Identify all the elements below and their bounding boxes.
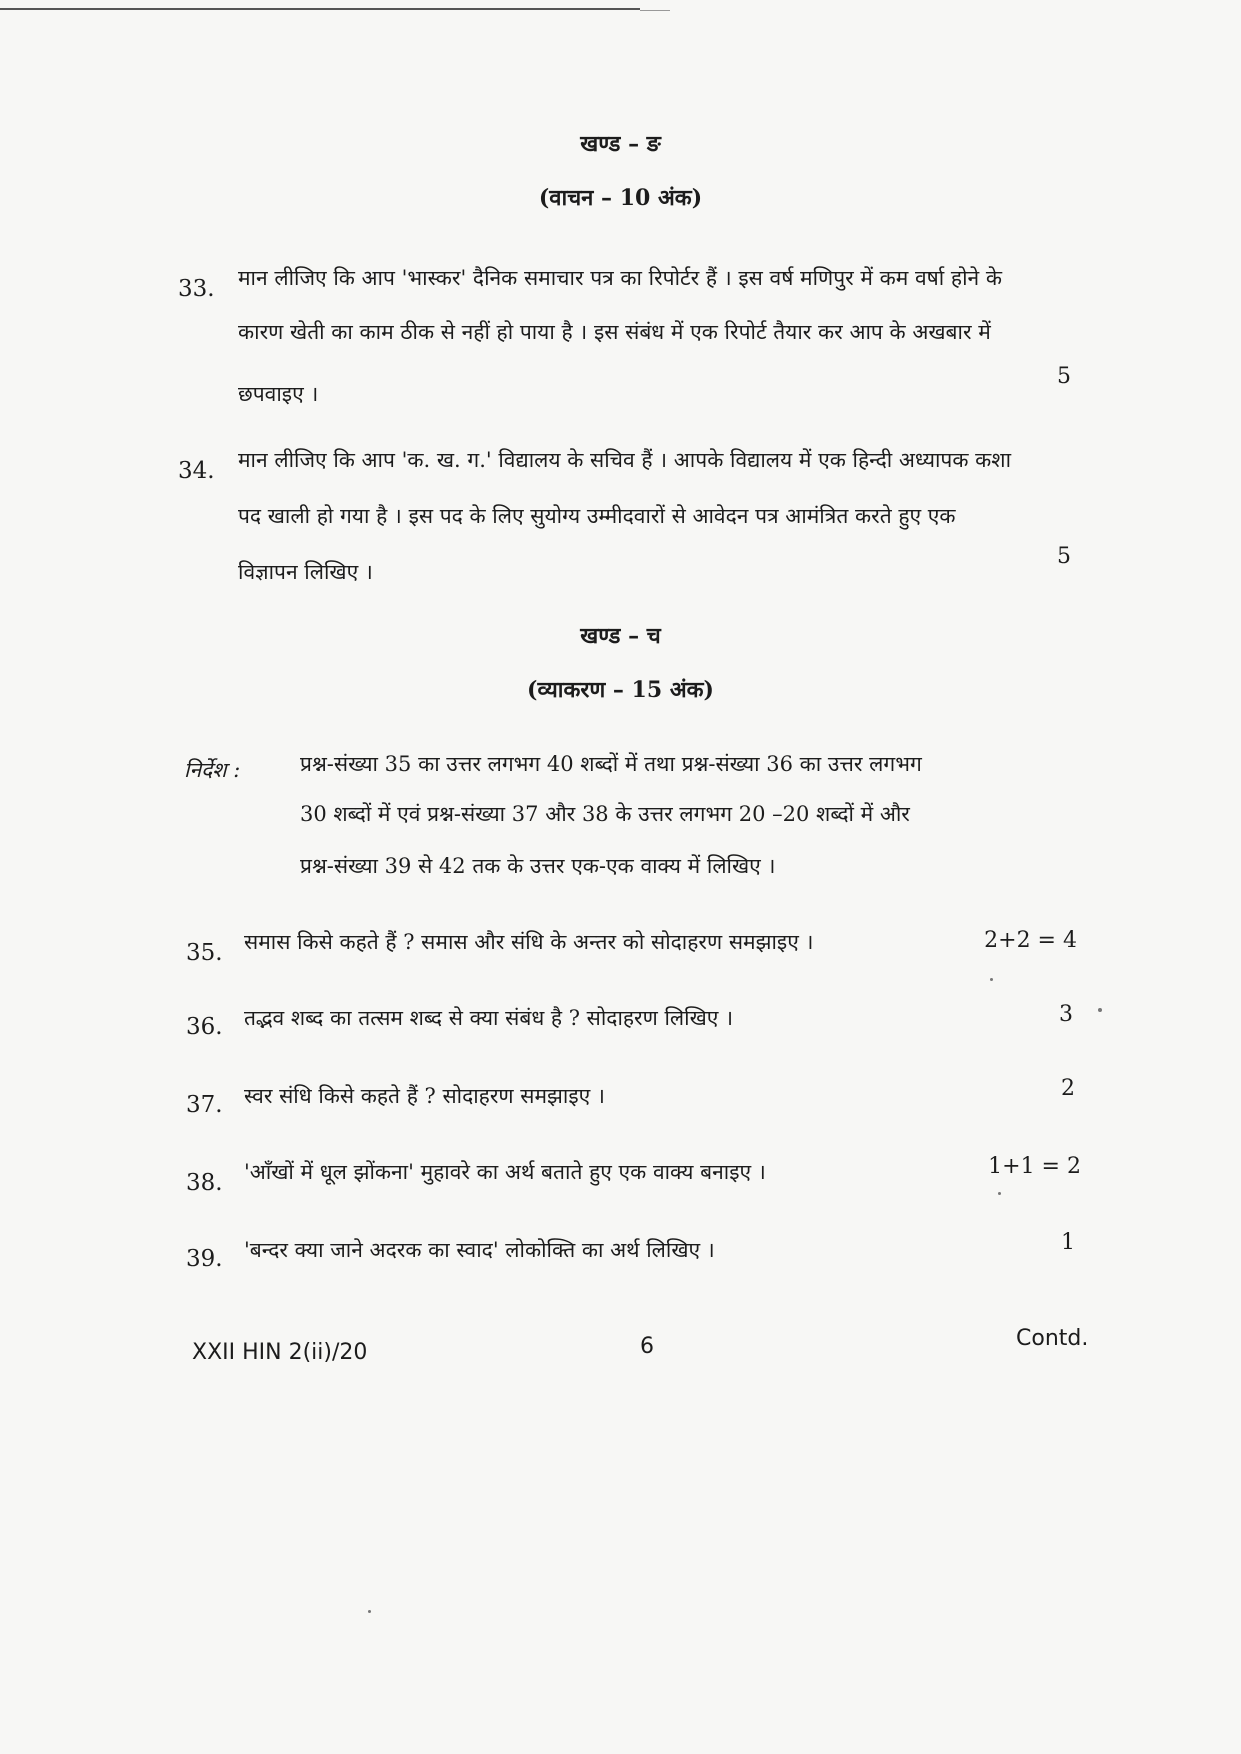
question-38-text: 'आँखों में धूल झोंकना' मुहावरे का अर्थ बताते हुए एक वाक्य बनाइए ।	[244, 1160, 766, 1184]
question-number: 39.	[186, 1246, 223, 1272]
instructions-line-3: प्रश्न-संख्या 39 से 42 तक के उत्तर एक-एक वाक्य में लिखिए ।	[300, 854, 776, 878]
page-number: 6	[640, 1334, 654, 1359]
scan-speck	[990, 978, 993, 981]
question-34-marks: 5	[1057, 544, 1071, 569]
paper-code: XXII HIN 2(ii)/20	[192, 1340, 368, 1365]
question-34-line-2: पद खाली हो गया है । इस पद के लिए सुयोग्य उम्मीदवारों से आवेदन पत्र आमंत्रित करते हुए एक	[238, 504, 956, 528]
section-e-subtitle: (वाचन – 10 अंक)	[538, 185, 703, 211]
question-33-line-2: कारण खेती का काम ठीक से नहीं हो पाया है । इस संबंध में एक रिपोर्ट तैयार कर आप के अखबार में	[238, 320, 991, 344]
top-rule	[0, 8, 640, 10]
question-37-marks: 2	[1061, 1076, 1075, 1101]
question-33-line-3: छपवाइए ।	[238, 382, 319, 406]
instructions-line-2: 30 शब्दों में एवं प्रश्न-संख्या 37 और 38 के उत्तर लगभग 20 –20 शब्दों में और	[300, 802, 910, 826]
question-number: 37.	[186, 1092, 223, 1118]
question-39-text: 'बन्दर क्या जाने अदरक का स्वाद' लोकोक्ति का अर्थ लिखिए ।	[244, 1238, 715, 1262]
question-33-marks: 5	[1057, 364, 1071, 389]
section-f-title: खण्ड – च	[580, 623, 661, 649]
question-36-marks: 3	[1059, 1002, 1073, 1027]
question-35-text: समास किसे कहते हैं ? समास और संधि के अन्तर को सोदाहरण समझाइए ।	[244, 930, 814, 954]
instructions-label: निर्देश :	[184, 758, 241, 782]
section-f-subtitle: (व्याकरण – 15 अंक)	[527, 677, 714, 703]
question-number: 35.	[186, 940, 223, 966]
instructions-line-1: प्रश्न-संख्या 35 का उत्तर लगभग 40 शब्दों में तथा प्रश्न-संख्या 36 का उत्तर लगभग	[300, 752, 922, 776]
scan-speck	[1098, 1008, 1102, 1012]
question-34-line-1: मान लीजिए कि आप 'क. ख. ग.' विद्यालय के सचिव हैं । आपके विद्यालय में एक हिन्दी अध्यापक कशा	[238, 448, 1012, 472]
question-38-marks: 1+1 = 2	[988, 1154, 1081, 1179]
question-number: 36.	[186, 1014, 223, 1040]
question-number: 34.	[178, 458, 215, 484]
question-36-text: तद्भव शब्द का तत्सम शब्द से क्या संबंध है ? सोदाहरण लिखिए ।	[244, 1006, 734, 1030]
scan-speck	[368, 1610, 371, 1613]
question-37-text: स्वर संधि किसे कहते हैं ? सोदाहरण समझाइए ।	[244, 1084, 605, 1108]
top-rule-tail	[640, 10, 670, 11]
question-33-line-1: मान लीजिए कि आप 'भास्कर' दैनिक समाचार पत्र का रिपोर्टर हैं । इस वर्ष मणिपुर में कम वर्षा होने के	[238, 266, 1002, 290]
question-34-line-3: विज्ञापन लिखिए ।	[238, 560, 373, 584]
section-e-title: खण्ड – ङ	[580, 131, 661, 157]
continued-label: Contd.	[1016, 1326, 1089, 1351]
question-35-marks: 2+2 = 4	[984, 928, 1077, 953]
question-39-marks: 1	[1061, 1230, 1075, 1255]
question-number: 33.	[178, 276, 215, 302]
scan-speck	[998, 1192, 1001, 1195]
question-number: 38.	[186, 1170, 223, 1196]
